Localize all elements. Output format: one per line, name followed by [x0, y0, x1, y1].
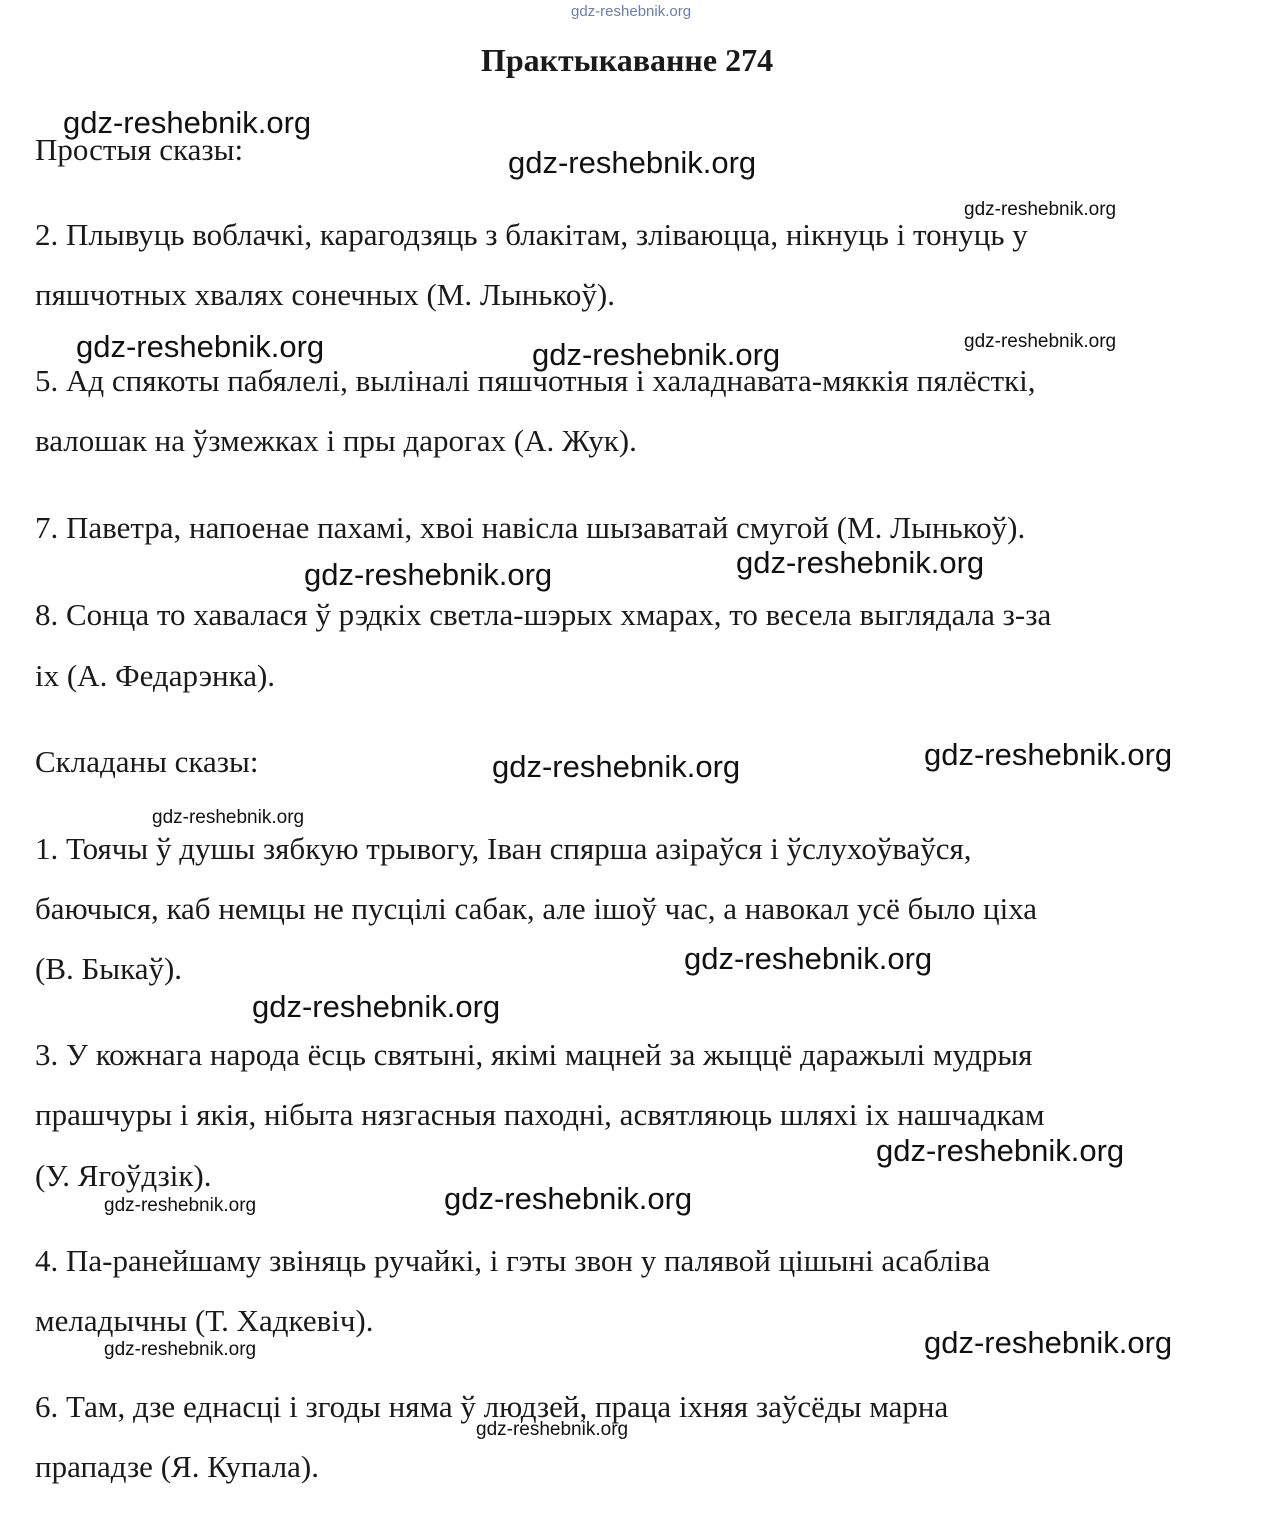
watermark: gdz-reshebnik.org [252, 989, 501, 1024]
sentence-5-line-1: 5. Ад спякоты пабялелі, выліналі пяшчотныя і халаднавата-мяккія пялёсткі, [35, 363, 1036, 398]
heading-simple-sentences: Простыя сказы: [35, 132, 244, 167]
sentence-1-line-3: (В. Быкаў). [35, 951, 183, 986]
watermark: gdz-reshebnik.org [876, 1133, 1125, 1168]
watermark: gdz-reshebnik.org [924, 737, 1173, 772]
watermark: gdz-reshebnik.org [508, 145, 757, 180]
sentence-3-line-1: 3. У кожнага народа ёсць святыні, якімі мацней за жыццё даражылі мудрыя [35, 1037, 1033, 1072]
watermark: gdz-reshebnik.org [736, 545, 985, 580]
watermark: gdz-reshebnik.org [476, 1419, 629, 1440]
watermark: gdz-reshebnik.org [924, 1325, 1173, 1360]
sentence-6-line-1: 6. Там, дзе еднасці і згоды няма ў людзей, праца іхняя заўсёды марна [35, 1389, 949, 1424]
watermark: gdz-reshebnik.org [76, 329, 325, 364]
sentence-7: 7. Паветра, напоенае пахамі, хвоі навісла шызаватай смугой (М. Лынькоў). [35, 510, 1026, 545]
watermark: gdz-reshebnik.org [684, 941, 933, 976]
sentence-2-line-1: 2. Плывуць воблачкі, карагодзяць з блакітам, зліваюцца, нікнуць і тонуць у [35, 217, 1028, 252]
sentence-1-line-2: баючыся, каб немцы не пусцілі сабак, але ішоў час, а навокал усё было ціха [35, 891, 1038, 926]
watermark: gdz-reshebnik.org [532, 337, 781, 372]
watermark: gdz-reshebnik.org [152, 807, 305, 828]
watermark: gdz-reshebnik.org [444, 1181, 693, 1216]
watermark: gdz-reshebnik.org [571, 3, 692, 20]
watermark: gdz-reshebnik.org [63, 105, 312, 140]
watermark: gdz-reshebnik.org [304, 557, 553, 592]
heading-complex-sentences: Складаны сказы: [35, 744, 259, 779]
watermark: gdz-reshebnik.org [104, 1339, 257, 1360]
watermark: gdz-reshebnik.org [964, 199, 1117, 220]
sentence-2-line-2: пяшчотных хвалях сонечных (М. Лынькоў). [35, 277, 615, 312]
sentence-3-line-2: прашчуры і якія, нібыта нязгасныя паходні, асвятляюць шляхі іх нашчадкам [35, 1097, 1045, 1132]
sentence-1-line-1: 1. Тоячы ў душы зябкую трывогу, Іван спярша азіраўся і ўслухоўваўся, [35, 831, 972, 866]
sentence-4-line-2: меладычны (Т. Хадкевіч). [35, 1303, 374, 1338]
watermark: gdz-reshebnik.org [492, 749, 741, 784]
sentence-5-line-2: валошак на ўзмежках і пры дарогах (А. Жук). [35, 423, 637, 458]
sentence-4-line-1: 4. Па-ранейшаму звіняць ручайкі, і гэты звон у палявой цішыні асабліва [35, 1243, 991, 1278]
watermark: gdz-reshebnik.org [964, 331, 1117, 352]
watermark: gdz-reshebnik.org [104, 1195, 257, 1216]
sentence-3-line-3: (У. Ягоўдзік). [35, 1158, 212, 1193]
page-title: Практыкаванне 274 [480, 42, 774, 78]
sentence-8-line-1: 8. Сонца то хавалася ў рэдкіх светла-шэрых хмарах, то весела выглядала з-за [35, 597, 1052, 632]
sentence-6-line-2: прападзе (Я. Купала). [35, 1449, 319, 1484]
sentence-8-line-2: іх (А. Федарэнка). [35, 658, 276, 693]
